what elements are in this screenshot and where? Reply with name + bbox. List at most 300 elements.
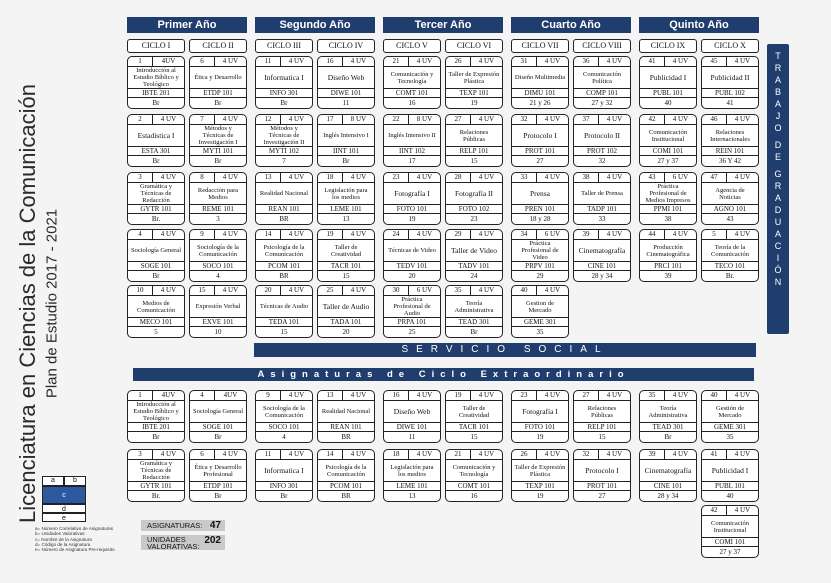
course-number: 28 [446,173,471,182]
course-uv: 4 UV [160,450,177,458]
course-prereq: 11 [342,99,350,107]
course-name: Técnicas de Audio [259,303,309,310]
course-card [189,229,247,282]
course-name: Publicidad I [711,465,749,475]
course-number: 40 [702,391,727,400]
course-prereq: 36 Y 42 [718,157,742,165]
course-uv: 4 UV [478,173,495,181]
course-prereq: BR [279,215,289,223]
course-number: 44 [640,230,665,239]
course-number: 19 [446,391,471,400]
course-number: 6 [190,450,215,459]
course-number: 8 [190,173,215,182]
course-prereq: 24 [470,272,478,280]
course-number: 13 [318,391,343,400]
course-code: SOCO 101 [190,261,246,271]
course-code: ETDP 101 [190,481,246,491]
course-prereq: 15 [470,157,478,165]
course-prereq: BR [341,492,351,500]
course-code: GEME 301 [512,317,568,327]
course-code: FOTO 102 [446,204,502,214]
course-card [511,114,569,167]
course-card [317,285,375,338]
ciclo-extraordinario-bar: Asignaturas de Ciclo Extraordinario [133,368,754,381]
course-prereq: 40 [726,492,734,500]
course-prereq: 28 y 34 [591,272,613,280]
course-name: Protocolo I [523,130,557,140]
course-code: MYTI 102 [256,146,312,156]
course-code: MYTI 101 [190,146,246,156]
course-code: DIMU 101 [512,88,568,98]
course-card [701,229,759,282]
course-name: Taller de Prensa [581,190,623,197]
course-card [701,56,759,109]
course-number: 45 [702,57,727,66]
course-name: Comunicación Institucional [711,519,749,534]
course-code: CINE 101 [640,481,696,491]
course-number: 34 [512,230,537,239]
cycle-header: CICLO X [701,39,759,53]
course-prereq: 35 [536,328,544,336]
course-card [573,172,631,225]
course-card [511,56,569,109]
course-prereq: 43 [726,215,734,223]
course-code: IINT 101 [318,146,374,156]
course-prereq: 13 [342,215,350,223]
course-number: 40 [512,286,537,295]
course-name: Legislación para los medios [324,186,368,201]
course-name: Inglés Intensivo I [323,132,369,139]
course-code: FOTO 101 [384,204,440,214]
cycle-header: CICLO VII [511,39,569,53]
course-prereq: 40 [664,99,672,107]
course-prereq: Br [152,157,160,165]
course-number: 39 [640,450,665,459]
course-number: 27 [574,391,599,400]
course-number: 27 [446,115,471,124]
course-name: Comunicación y Tecnología [452,463,496,478]
course-card [573,229,631,282]
course-number: 24 [384,230,409,239]
course-card [383,229,441,282]
course-name: Realidad Nacional [259,190,309,197]
course-prereq: 35 [726,433,734,441]
course-code: LEME 101 [318,204,374,214]
course-name: Teoría de la Comunicación [711,243,749,258]
course-prereq: Br [214,492,222,500]
course-code: TACR 101 [318,261,374,271]
course-uv: 4 UV [416,173,433,181]
course-card [639,114,697,167]
course-card [445,390,503,443]
course-name: Comunicación Institucional [649,128,687,143]
total-asignaturas: ASIGNATURAS: 47 [141,520,225,531]
plan-title: Plan de Estudio 2017 - 2021 [43,208,61,399]
course-code: DIWE 101 [384,422,440,432]
course-uv: 4 UV [672,230,689,238]
course-number: 38 [574,173,599,182]
program-title: Licenciatura en Ciencias de la Comunicación [15,83,40,523]
course-uv: 8 UV [350,115,367,123]
course-number: 4 [190,391,215,400]
course-number: 30 [384,286,409,295]
course-prereq: 10 [214,328,222,336]
course-card [127,390,185,443]
course-name: Gestión de Mercado [716,404,744,419]
course-prereq: 16 [470,492,478,500]
course-name: Taller de Expresión Plástica [514,463,566,478]
course-name: Psicología de la Comunicación [325,463,367,478]
course-number: 10 [128,286,153,295]
course-uv: 4 UV [544,450,561,458]
course-uv: 4 UV [222,115,239,123]
course-card [317,229,375,282]
course-uv: 4 UV [350,173,367,181]
course-card [189,114,247,167]
course-prereq: 41 [726,99,734,107]
course-prereq: 15 [280,328,288,336]
course-uv: 4 UV [606,57,623,65]
course-prereq: 16 [408,99,416,107]
course-uv: 4 UV [288,286,305,294]
course-prereq: BR [279,272,289,280]
course-card [639,56,697,109]
course-prereq: Br. [151,215,161,223]
legend-c: c [42,486,86,504]
course-prereq: 15 [598,433,606,441]
course-code: PROT 102 [574,146,630,156]
course-card [445,449,503,502]
course-card [127,172,185,225]
course-name: Introducción al Estudio Bíblico y Teológico [133,67,179,88]
course-code: CINE 101 [574,261,630,271]
course-prereq: Br [214,433,222,441]
course-number: 11 [256,57,281,66]
course-code: PUBL 102 [702,88,758,98]
course-number: 3 [128,173,153,182]
course-number: 31 [512,57,537,66]
course-name: Agencia de Noticias [715,186,745,201]
course-card [701,172,759,225]
course-name: Métodos y Técnicas de Investigación I [198,125,238,146]
course-prereq: BR [341,433,351,441]
course-uv: 4 UV [160,230,177,238]
course-prereq: 19 [536,433,544,441]
course-name: Teoría Administrativa [648,404,688,419]
course-card [573,390,631,443]
course-uv: 4 UV [672,450,689,458]
course-prereq: 13 [408,492,416,500]
course-uv: 4 UV [606,450,623,458]
course-prereq: 15 [470,433,478,441]
course-name: Taller de Creatividad [330,243,362,258]
course-number: 11 [256,450,281,459]
course-number: 41 [640,57,665,66]
course-number: 1 [128,391,153,400]
course-prereq: Br [214,157,222,165]
course-code: TEXP 101 [446,88,502,98]
course-code: TEAD 301 [446,317,502,327]
course-prereq: 33 [598,215,606,223]
cycle-header: CICLO II [189,39,247,53]
course-uv: 4UV [161,391,176,399]
course-number: 39 [574,230,599,239]
course-uv: 4 UV [478,450,495,458]
course-prereq: 27 y 32 [591,99,613,107]
course-name: Diseño Web [327,72,365,82]
legend-e: e [42,513,86,522]
course-prereq: 3 [216,215,220,223]
course-card [189,172,247,225]
course-name: Gramática y Técnicas de Redacción [140,460,172,481]
course-card [189,390,247,443]
course-card [383,172,441,225]
course-name: Psicología de la Comunicación [263,243,305,258]
course-name: Realidad Nacional [321,408,371,415]
course-uv: 4 UV [288,173,305,181]
course-uv: 4 UV [606,173,623,181]
course-name: Técnicas de Video [388,247,436,254]
course-name: Cinematografía [644,465,692,475]
course-card [445,56,503,109]
course-uv: 4UV [161,57,176,65]
course-prereq: 19 [408,215,416,223]
legend-d: d [42,504,86,513]
course-card [255,172,313,225]
course-number: 32 [512,115,537,124]
course-code: IBTE 201 [128,88,184,98]
course-card [639,229,697,282]
course-card [127,229,185,282]
course-name: Expresión Verbal [195,303,241,310]
course-prereq: 32 [598,157,606,165]
course-number: 21 [446,450,471,459]
course-prereq: Br. [725,272,735,280]
course-prereq: Br [470,328,478,336]
course-number: 16 [384,391,409,400]
cycle-header: CICLO I [127,39,185,53]
course-number: 37 [574,115,599,124]
course-card [317,56,375,109]
course-uv: 4 UV [544,115,561,123]
course-code: PROT 101 [512,146,568,156]
course-name: Taller de Expresión Plástica [448,70,500,85]
course-name: Protocolo II [583,130,621,140]
legend-b: b [64,476,86,486]
course-name: Publicidad II [710,72,750,82]
course-card [127,449,185,502]
course-prereq: 39 [664,272,672,280]
course-card [701,449,759,502]
course-uv: 4 UV [478,230,495,238]
course-card [383,449,441,502]
course-number: 5 [702,230,727,239]
course-number: 9 [256,391,281,400]
course-prereq: 21 y 26 [529,99,551,107]
legend-text: a= Número Correlativo de Asignaturas b= Unidades Valorativas c= Nombre de la Asignatura d= Código de la Asignatura e= Número de Asignatura Pre-requisito [35,526,115,553]
course-code: SOGE 101 [190,422,246,432]
course-uv: 4 UV [734,506,751,514]
course-card [701,505,759,558]
cycle-header: CICLO IV [317,39,375,53]
course-prereq: 19 [470,99,478,107]
course-name: Comunicación Política [583,70,621,85]
course-card [511,390,569,443]
cycle-header: CICLO IX [639,39,697,53]
course-card [383,285,441,338]
course-uv: 4 UV [222,450,239,458]
course-code: AGNO 101 [702,204,758,214]
course-name: Gramática y Técnicas de Redacción [140,183,172,204]
course-uv: 6 UV [544,230,561,238]
course-code: RELP 101 [446,146,502,156]
course-uv: 4 UV [160,115,177,123]
year-header: Cuarto Año [511,17,631,33]
course-number: 18 [384,450,409,459]
course-code: INFO 301 [256,88,312,98]
year-header: Primer Año [127,17,247,33]
course-number: 36 [574,57,599,66]
course-uv: 4 UV [478,57,495,65]
course-name: Fotografía I [522,406,558,416]
year-header: Tercer Año [383,17,503,33]
course-prereq: Br [152,433,160,441]
course-uv: 4 UV [288,115,305,123]
course-card [255,390,313,443]
course-name: Inglés Intensivo II [388,132,436,139]
course-prereq: 28 y 34 [657,492,679,500]
course-code: SOGE 101 [128,261,184,271]
course-code: TEDA 101 [256,317,312,327]
course-card [127,56,185,109]
course-name: Informatica I [264,72,304,82]
course-prereq: Br [342,157,350,165]
course-number: 1 [128,57,153,66]
course-uv: 4 UV [672,57,689,65]
course-code: TEDV 101 [384,261,440,271]
course-card [189,285,247,338]
course-name: Estadistica I [137,130,175,140]
course-code: GEME 301 [702,422,758,432]
course-card [317,114,375,167]
course-card [255,229,313,282]
course-name: Ética y Desarrollo [194,74,242,81]
year-header: Segundo Año [255,17,375,33]
course-name: Comunicación y Tecnología [390,70,434,85]
course-name: Cinematografía [578,245,626,255]
course-code: PRPV 101 [512,261,568,271]
course-number: 33 [512,173,537,182]
course-uv: 4 UV [288,391,305,399]
course-prereq: 38 [664,215,672,223]
course-number: 32 [574,450,599,459]
course-name: Taller de Video [451,245,497,255]
course-code: PCOM 101 [256,261,312,271]
course-uv: 4 UV [734,173,751,181]
course-prereq: 27 y 37 [657,157,679,165]
course-uv: 4 UV [160,286,177,294]
course-code: REME 101 [190,204,246,214]
course-name: Introducción al Estudio Bíblico y Teológico [133,401,179,422]
course-card [511,172,569,225]
course-number: 26 [512,450,537,459]
course-uv: 4 UV [416,450,433,458]
course-number: 14 [256,230,281,239]
course-number: 23 [384,173,409,182]
course-code: COMI 101 [640,146,696,156]
course-name: Teoría Administrativa [454,299,494,314]
course-card [317,172,375,225]
course-name: Práctica Profesional de Medios Impresos [645,183,691,204]
course-name: Sociología de la Comunicación [263,404,305,419]
course-card [445,114,503,167]
course-number: 29 [446,230,471,239]
course-number: 13 [256,173,281,182]
course-name: Práctica Profesional de Video [521,240,559,261]
course-name: Fotografía II [454,188,494,198]
course-card [383,56,441,109]
course-code: TACR 101 [446,422,502,432]
course-card [383,114,441,167]
course-uv: 4 UV [288,57,305,65]
course-name: Protocolo I [585,465,619,475]
course-name: Relaciones Internacionales [710,128,750,143]
course-uv: 4 UV [350,57,367,65]
course-number: 18 [318,173,343,182]
cycle-header: CICLO VIII [573,39,631,53]
course-prereq: 15 [342,272,350,280]
course-code: COMI 101 [702,537,758,547]
course-code: TECO 101 [702,261,758,271]
course-number: 42 [640,115,665,124]
course-code: IBTE 201 [128,422,184,432]
course-prereq: 11 [408,433,416,441]
course-number: 15 [190,286,215,295]
course-uv: 4 UV [288,450,305,458]
course-prereq: 29 [536,272,544,280]
course-code: FOTO 101 [512,422,568,432]
course-number: 7 [190,115,215,124]
course-code: INFO 301 [256,481,312,491]
course-uv: 4 UV [734,391,751,399]
course-code: TADA 101 [318,317,374,327]
course-number: 14 [318,450,343,459]
course-name: Publicidad I [649,72,687,82]
course-name: Sociología de la Comunicación [197,243,239,258]
course-name: Prensa [530,188,550,198]
course-number: 16 [318,57,343,66]
course-card [511,229,569,282]
course-number: 4 [128,230,153,239]
course-prereq: 18 y 28 [529,215,551,223]
course-card [639,390,697,443]
course-uv: 4 UV [222,230,239,238]
course-number: 9 [190,230,215,239]
course-name: Sociología General [193,408,243,415]
course-uv: 4 UV [672,391,689,399]
course-code: PRCI 101 [640,261,696,271]
course-name: Diseño Web [393,406,431,416]
course-number: 21 [384,57,409,66]
course-card [189,449,247,502]
course-uv: 8 UV [416,115,433,123]
course-number: 35 [446,286,471,295]
course-name: Taller de Audio [322,301,370,311]
course-name: Relaciones Públicas [587,404,617,419]
course-card [255,449,313,502]
course-name: Producción Cinematográfica [646,243,690,258]
course-uv: 6 UV [672,173,689,181]
